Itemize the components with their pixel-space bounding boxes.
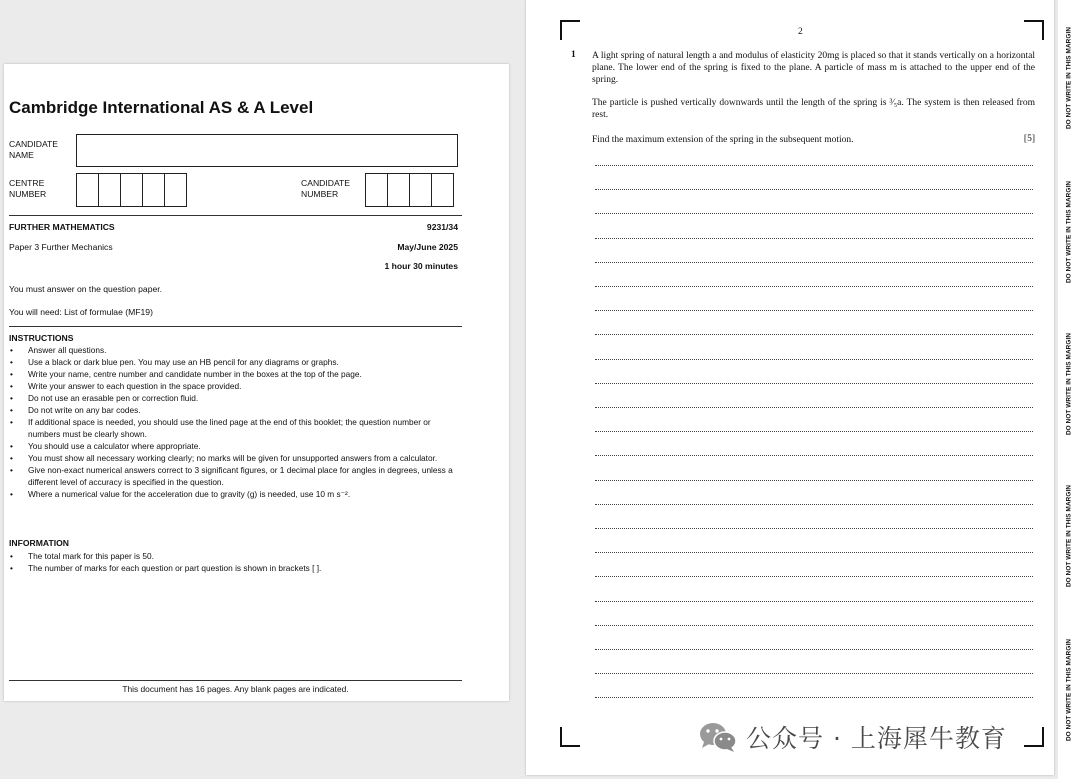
margin-warning: DO NOT WRITE IN THIS MARGIN xyxy=(1065,638,1073,742)
question-text-1: A light spring of natural length a and modulus of elasticity 20mg is placed so that it stands vertically on a horizontal plane. The lower end of the spring is fixed to the plane. A particle of mass m is attached to the upper end of the spring. xyxy=(592,51,1035,85)
digit-box[interactable] xyxy=(142,173,165,207)
candidate-name-label: CANDIDATE NAME xyxy=(9,139,59,160)
information-list xyxy=(9,550,454,574)
digit-box[interactable] xyxy=(365,173,388,207)
digit-box[interactable] xyxy=(98,173,121,207)
question-number: 1 xyxy=(571,50,576,60)
answer-line[interactable] xyxy=(595,310,1033,311)
margin-warning: DO NOT WRITE IN THIS MARGIN xyxy=(1065,26,1073,130)
divider xyxy=(9,680,462,681)
wechat-icon xyxy=(698,721,738,753)
instructions-heading: INSTRUCTIONS xyxy=(9,333,74,343)
answer-line[interactable] xyxy=(595,431,1033,432)
answer-note: You must answer on the question paper. xyxy=(9,284,163,294)
answer-line[interactable] xyxy=(595,334,1033,335)
materials-needed: You will need: List of formulae (MF19) xyxy=(9,307,153,317)
page-count-footer: This document has 16 pages. Any blank pages are indicated. xyxy=(122,684,349,694)
answer-line[interactable] xyxy=(595,238,1033,239)
answer-line[interactable] xyxy=(595,213,1033,214)
subject-title: FURTHER MATHEMATICS xyxy=(9,222,115,232)
instructions-list xyxy=(9,344,454,500)
list-item: • Write your answer to each question in the space provided. xyxy=(9,380,454,392)
candidate-name-field[interactable] xyxy=(76,134,458,167)
watermark-text: 公众号 · 上海犀牛教育 xyxy=(746,724,1007,753)
list-item: • You must show all necessary working clearly; no marks will be given for unsupported answers from a calculator. xyxy=(9,452,454,464)
answer-line[interactable] xyxy=(595,455,1033,456)
answer-line[interactable] xyxy=(595,286,1033,287)
answer-line[interactable] xyxy=(595,552,1033,553)
paper-title: Paper 3 Further Mechanics xyxy=(9,242,113,252)
list-item: • You should use a calculator where appropriate. xyxy=(9,440,454,452)
centre-number-label: CENTRE NUMBER xyxy=(9,178,47,199)
list-item: • Write your name, centre number and candidate number in the boxes at the top of the page. xyxy=(9,368,454,380)
list-item: • Answer all questions. xyxy=(9,344,454,356)
margin-warning: DO NOT WRITE IN THIS MARGIN xyxy=(1065,180,1073,284)
question-page xyxy=(526,0,1054,775)
margin-warning: DO NOT WRITE IN THIS MARGIN xyxy=(1065,484,1073,588)
list-item: • Do not write on any bar codes. xyxy=(9,404,454,416)
answer-line[interactable] xyxy=(595,480,1033,481)
cover-page xyxy=(4,64,509,701)
question-text-2: The particle is pushed vertically downwards until the length of the spring is ³⁄₅a. The system is then released from rest. xyxy=(592,98,1035,120)
question-prompt: Find the maximum extension of the spring in the subsequent motion. xyxy=(592,135,854,145)
margin-strip xyxy=(1058,0,1080,779)
margin-warning: DO NOT WRITE IN THIS MARGIN xyxy=(1065,332,1073,436)
answer-line[interactable] xyxy=(595,383,1033,384)
answer-line[interactable] xyxy=(595,407,1033,408)
page-number: 2 xyxy=(798,27,803,37)
list-item: • The total mark for this paper is 50. xyxy=(9,550,454,562)
list-item: • The number of marks for each question or part question is shown in brackets [ ]. xyxy=(9,562,454,574)
crop-mark xyxy=(1024,20,1044,40)
question-marks: [5] xyxy=(1023,134,1035,144)
answer-line[interactable] xyxy=(595,528,1033,529)
exam-session: May/June 2025 xyxy=(397,242,458,252)
information-heading: INFORMATION xyxy=(9,538,69,548)
answer-line[interactable] xyxy=(595,165,1033,166)
answer-line[interactable] xyxy=(595,504,1033,505)
exam-board-title: Cambridge International AS & A Level xyxy=(9,98,314,117)
answer-line[interactable] xyxy=(595,625,1033,626)
answer-line[interactable] xyxy=(595,189,1033,190)
divider xyxy=(9,215,462,216)
exam-duration: 1 hour 30 minutes xyxy=(384,261,458,271)
digit-box[interactable] xyxy=(409,173,432,207)
crop-mark xyxy=(560,727,580,747)
answer-line[interactable] xyxy=(595,262,1033,263)
answer-line[interactable] xyxy=(595,649,1033,650)
digit-box[interactable] xyxy=(120,173,143,207)
crop-mark xyxy=(560,20,580,40)
paper-code: 9231/34 xyxy=(426,222,458,232)
list-item: • Use a black or dark blue pen. You may use an HB pencil for any diagrams or graphs. xyxy=(9,356,454,368)
digit-box[interactable] xyxy=(387,173,410,207)
watermark xyxy=(698,719,1007,755)
list-item: • Do not use an erasable pen or correction fluid. xyxy=(9,392,454,404)
candidate-number-label: CANDIDATE NUMBER xyxy=(301,178,351,199)
digit-box[interactable] xyxy=(431,173,454,207)
answer-line[interactable] xyxy=(595,601,1033,602)
crop-mark xyxy=(1024,727,1044,747)
answer-line[interactable] xyxy=(595,359,1033,360)
list-item: • If additional space is needed, you should use the lined page at the end of this booklet; the question number or numbers must be clearly shown. xyxy=(9,416,454,440)
centre-number-field[interactable] xyxy=(76,173,187,207)
answer-line[interactable] xyxy=(595,697,1033,698)
divider xyxy=(9,326,462,327)
digit-box[interactable] xyxy=(76,173,99,207)
answer-line[interactable] xyxy=(595,576,1033,577)
list-item: • Give non-exact numerical answers correct to 3 significant figures, or 1 decimal place for angles in degrees, unless a different level of accuracy is specified in the question. xyxy=(9,464,454,488)
candidate-number-field[interactable] xyxy=(365,173,454,207)
digit-box[interactable] xyxy=(164,173,187,207)
list-item: • Where a numerical value for the acceleration due to gravity (g) is needed, use 10 m s⁻². xyxy=(9,488,454,500)
answer-line[interactable] xyxy=(595,673,1033,674)
